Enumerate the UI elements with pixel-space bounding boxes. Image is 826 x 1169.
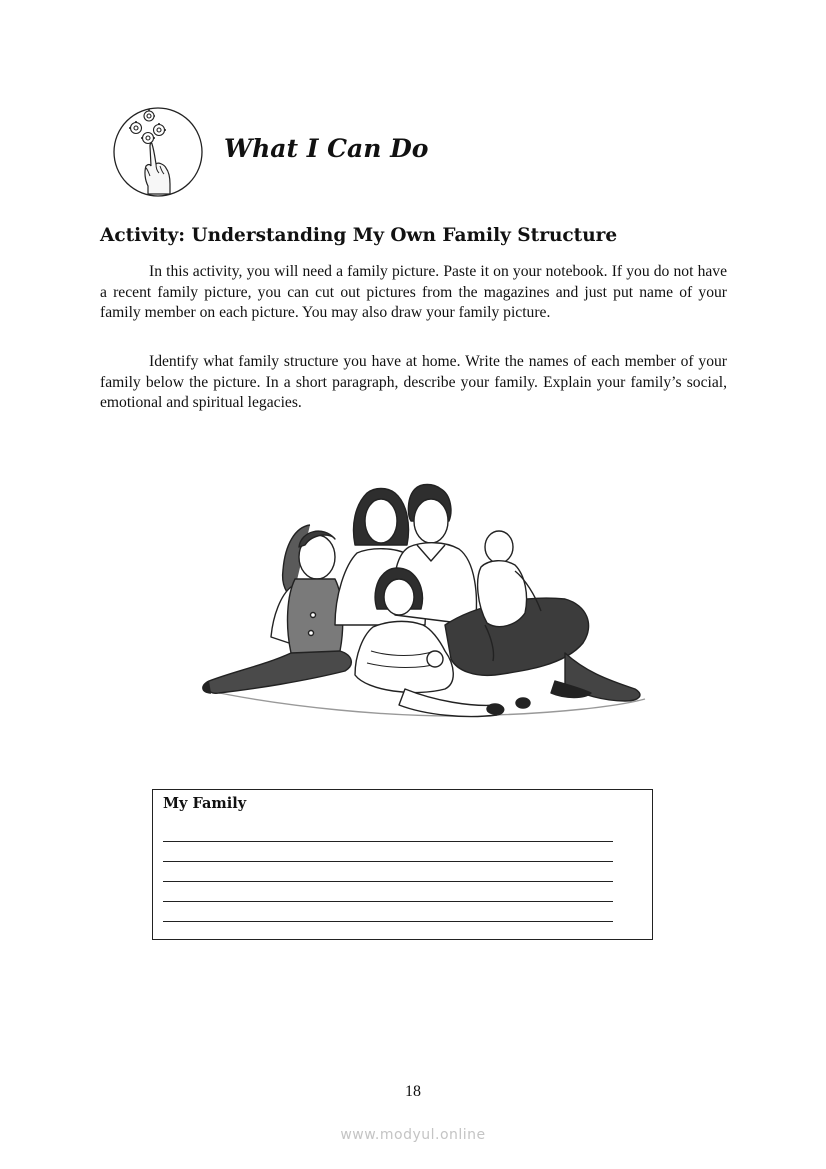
section-title: What I Can Do bbox=[224, 134, 429, 163]
answer-box-label: My Family bbox=[163, 795, 247, 812]
hand-with-gears-icon bbox=[112, 106, 204, 198]
activity-title: Activity: Understanding My Own Family Structure bbox=[100, 225, 618, 246]
instruction-paragraph: Identify what family structure you have at home. Write the names of each member of your family below the picture. In a short paragraph, describe your family. Explain your family’s social, emotional and spiritual legacies. bbox=[100, 353, 727, 411]
writing-line[interactable] bbox=[163, 921, 613, 922]
my-family-answer-box[interactable] bbox=[152, 789, 653, 940]
watermark: www.modyul.online bbox=[340, 1127, 486, 1143]
writing-line[interactable] bbox=[163, 901, 613, 902]
instruction-paragraph: In this activity, you will need a family picture. Paste it on your notebook. If you do not have a recent family picture, you can cut out pictures from the magazines and just put name of your family member on each picture. You may also draw your family picture. bbox=[100, 263, 727, 321]
family-portrait-illustration bbox=[195, 475, 650, 745]
writing-line[interactable] bbox=[163, 861, 613, 862]
writing-line[interactable] bbox=[163, 881, 613, 882]
writing-line[interactable] bbox=[163, 841, 613, 842]
page-number: 18 bbox=[405, 1083, 421, 1100]
